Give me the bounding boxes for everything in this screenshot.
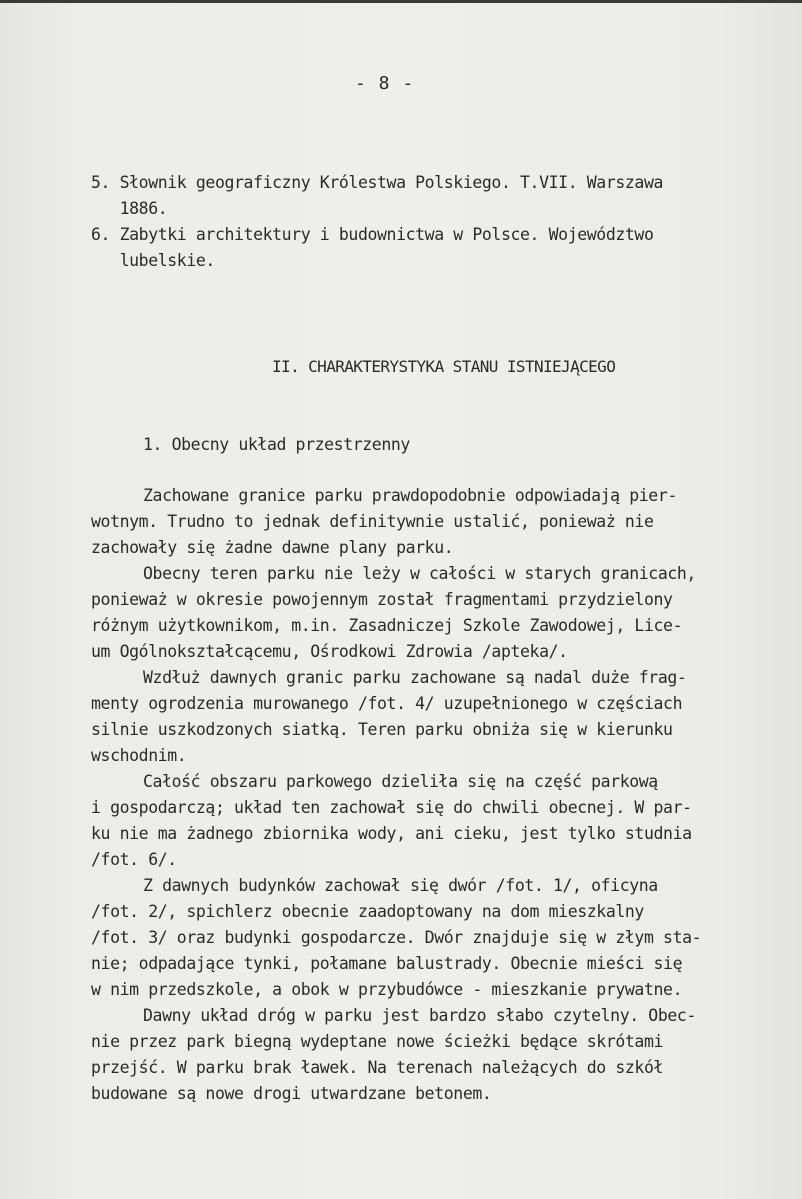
body-line: Dawny układ dróg w parku jest bardzo słabo czytelny. Obec- bbox=[143, 1006, 696, 1025]
body-line: Całość obszaru parkowego dzieliła się na część parkową bbox=[143, 772, 658, 791]
body-line: nie; odpadające tynki, połamane balustrady. Obecnie mieści się bbox=[91, 954, 683, 973]
section-heading: II. CHARAKTERYSTYKA STANU ISTNIEJĄCEGO bbox=[272, 357, 616, 376]
body-line: w nim przedszkole, a obok w przybudówce - mieszkanie prywatne. bbox=[91, 980, 683, 999]
body-line: nie przez park biegną wydeptane nowe ścieżki będące skrótami bbox=[91, 1032, 664, 1051]
body-line: Wzdłuż dawnych granic parku zachowane są nadal duże frag- bbox=[143, 668, 687, 687]
reference-6-line-2: lubelskie. bbox=[91, 251, 215, 270]
body-line: /fot. 2/, spichlerz obecnie zaadoptowany na dom mieszkalny bbox=[91, 902, 644, 921]
body-line: wschodnim. bbox=[91, 746, 187, 765]
body-line: różnym użytkownikom, m.in. Zasadniczej Szkole Zawodowej, Lice- bbox=[91, 616, 683, 635]
body-line: /fot. 3/ oraz budynki gospodarcze. Dwór znajduje się w złym sta- bbox=[91, 928, 702, 947]
body-line: i gospodarczą; układ ten zachował się do chwili obecnej. W par- bbox=[91, 798, 692, 817]
page-number: - 8 - bbox=[355, 73, 415, 94]
body-line: Zachowane granice parku prawdopodobnie odpowiadają pier- bbox=[143, 486, 677, 505]
body-line: silnie uszkodzonych siatką. Teren parku obniża się w kierunku bbox=[91, 720, 673, 739]
body-line: ku nie ma żadnego zbiornika wody, ani cieku, jest tylko studnia bbox=[91, 824, 692, 843]
body-line: Z dawnych budynków zachował się dwór /fot. 1/, oficyna bbox=[143, 876, 658, 895]
reference-6-line-1: 6. Zabytki architektury i budownictwa w Polsce. Województwo bbox=[91, 225, 654, 244]
body-line: ponieważ w okresie powojennym został fragmentami przydzielony bbox=[91, 590, 673, 609]
subsection-heading: 1. Obecny układ przestrzenny bbox=[143, 435, 410, 454]
body-line: /fot. 6/. bbox=[91, 850, 177, 869]
body-line: wotnym. Trudno to jednak definitywnie ustalić, ponieważ nie bbox=[91, 512, 654, 531]
reference-5-line-1: 5. Słownik geograficzny Królestwa Polskiego. T.VII. Warszawa bbox=[91, 173, 664, 192]
top-edge-border bbox=[0, 0, 802, 3]
body-line: Obecny teren parku nie leży w całości w starych granicach, bbox=[143, 564, 696, 583]
body-line: menty ogrodzenia murowanego /fot. 4/ uzupełnionego w częściach bbox=[91, 694, 683, 713]
body-line: zachowały się żadne dawne plany parku. bbox=[91, 538, 454, 557]
body-line: przejść. W parku brak ławek. Na terenach należących do szkół bbox=[91, 1058, 664, 1077]
body-line: budowane są nowe drogi utwardzane betonem. bbox=[91, 1084, 492, 1103]
body-line: um Ogólnokształcącemu, Ośrodkowi Zdrowia /apteka/. bbox=[91, 642, 568, 661]
reference-5-line-2: 1886. bbox=[91, 199, 168, 218]
